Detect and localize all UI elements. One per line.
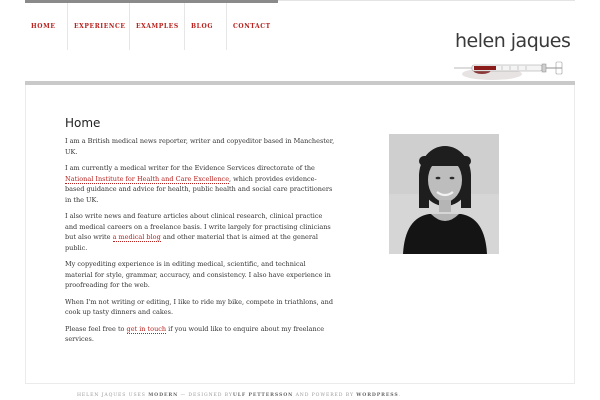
employment-paragraph: I am currently a medical writer for the Evidence Services directorate of the National Institute for Health and Care Excellence, which provides evidence-based guidance and advice for health, public health and social care practitioners in the UK.: [65, 164, 333, 204]
syringe-icon: [452, 54, 564, 84]
profile-photo: [389, 134, 499, 254]
site-footer: HELEN JAQUES USES MODERN — DESIGNED BYULF PETTERSSON AND POWERED BY WORDPRESS.: [77, 393, 401, 398]
nav-item-home[interactable]: HOME: [25, 3, 68, 50]
hobbies-paragraph: When I'm not writing or editing, I like to ride my bike, compete in triathlons, and cook up tasty dinners and cakes.: [65, 297, 334, 316]
nav-item-experience[interactable]: EXPERIENCE: [68, 3, 130, 50]
main-content: [65, 116, 335, 351]
site-logo[interactable]: [440, 18, 575, 84]
wordpress-link[interactable]: WORDPRESS: [356, 393, 399, 398]
freelance-paragraph: I also write news and feature articles about clinical research, clinical practice and medical careers on a freelance basis. I write largely for practising clinicians but also write a medical blog and other material that is aimed at the general public.: [65, 212, 331, 252]
nav-item-examples[interactable]: EXAMPLES: [130, 3, 185, 50]
medical-blog-link[interactable]: a medical blog: [112, 233, 161, 241]
nav-top-line: [278, 0, 575, 1]
copyediting-paragraph: My copyediting experience is in editing medical, scientific, and technical material for style, grammar, accuracy, and consistency. I also have experience in proofreading for the web.: [65, 260, 331, 289]
nav-item-contact[interactable]: CONTACT: [233, 23, 271, 30]
logo-text: helen jaques: [455, 30, 571, 52]
portrait-image: [389, 134, 499, 254]
page-title: Home: [65, 116, 101, 130]
get-in-touch-link[interactable]: get in touch: [126, 324, 167, 333]
intro-paragraph: I am a British medical news reporter, writer and copyeditor based in Manchester, UK.: [65, 137, 335, 156]
main-nav: [25, 3, 278, 50]
nav-item-blog[interactable]: BLOG: [185, 3, 227, 50]
modern-theme-link[interactable]: MODERN: [148, 393, 179, 398]
contact-paragraph: Please feel free to get in touch if you would like to enquire about my freelance services.: [65, 324, 325, 343]
nice-link[interactable]: National Institute for Health and Care Excellence: [65, 174, 230, 183]
ulf-pettersson-link[interactable]: ULF PETTERSSON: [232, 393, 294, 398]
